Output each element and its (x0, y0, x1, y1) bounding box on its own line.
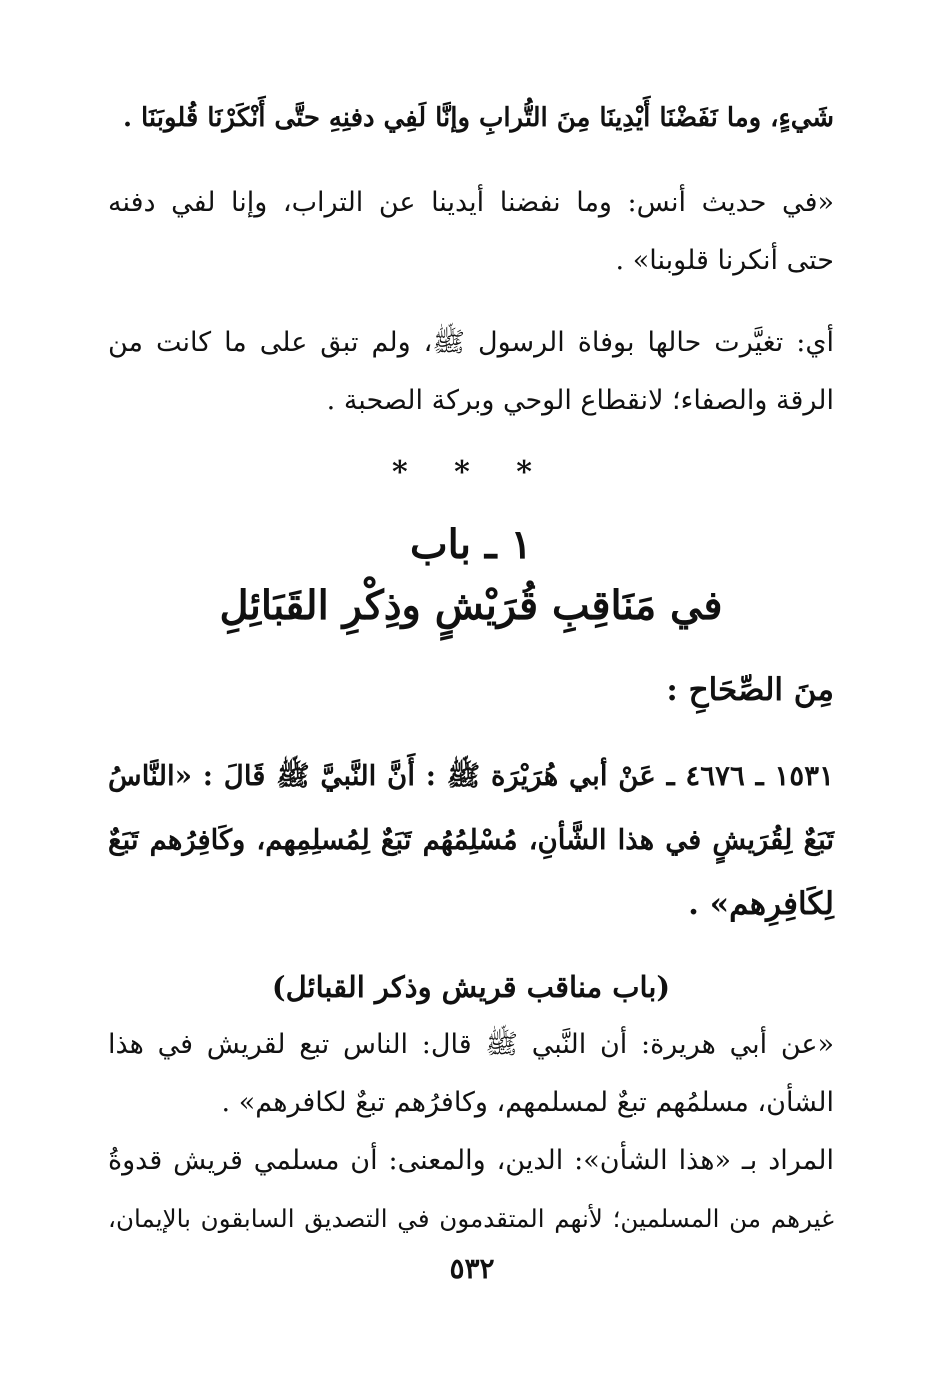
text-line: غيرهم من المسلمين؛ لأنهم المتقدمون في التصديق السابقون بالإيمان، (108, 1204, 834, 1233)
commentary-paragraph-2 (108, 314, 834, 430)
text-line: «في حديث أنس: وما نفضنا أيدينا عن التراب، وإنا لفي دفنه (108, 187, 834, 218)
commentary-paragraph-4 (108, 1132, 834, 1248)
section-heading: (باب مناقب قريش وذكر القبائل) (271, 970, 671, 1004)
commentary-paragraph-3 (108, 1016, 834, 1132)
text-line: ١٥٣١ ـ ٤٦٧٦ ـ عَنْ أبي هُرَيْرَة ﷺ : أَنَّ النَّبيَّ ﷺ قَالَ : «النَّاسُ (108, 759, 834, 792)
chapter-title: في مَنَاقِبِ قُرَيْشٍ وذِكْرِ القَبَائِلِ (219, 582, 723, 629)
text-line: لِكَافِرِهم» . (688, 886, 834, 922)
text-line: «عن أبي هريرة: أن النَّبي ﷺ قال: الناس تبع لقريش في هذا (108, 1029, 834, 1060)
chapter-number: ١ ـ باب (409, 521, 533, 568)
page-body (108, 86, 834, 1248)
hadith-continuation (108, 86, 834, 150)
text-line: تَبَعٌ لِقُرَيشٍ في هذا الشَّأنِ، مُسْلِمُهُم تَبَعٌ لِمُسلِمِهم، وكَافِرُهم تَبَعٌ (108, 824, 834, 856)
text-line: شَيءٍ، وما نَفَضْنَا أَيْدِينَا مِنَ التُّرابِ وإنَّا لَفِي دفنِهِ حتَّى أَنْكَرْنَا قُلوبَنَا . (122, 103, 834, 133)
text-line: أي: تغيَّرت حالها بوفاة الرسول ﷺ، ولم تبق على ما كانت من (108, 327, 834, 358)
text-line: المراد بـ «هذا الشأن»: الدين، والمعنى: أن مسلمي قريش قدوةُ (108, 1145, 834, 1176)
section-separator: * * * (392, 455, 550, 490)
commentary-paragraph-1 (108, 174, 834, 290)
text-line: الشأن، مسلمُهم تبعٌ لمسلمهم، وكافرُهم تبعٌ لكافرهم» . (221, 1087, 834, 1118)
source-heading: مِنَ الصِّحَاحِ : (666, 672, 834, 708)
page-number: ٥٣٢ (449, 1252, 495, 1285)
text-line: الرقة والصفاء؛ لانقطاع الوحي وبركة الصحبة . (326, 385, 834, 416)
text-line: حتى أنكرنا قلوبنا» . (615, 245, 834, 276)
hadith-1531 (108, 744, 834, 936)
